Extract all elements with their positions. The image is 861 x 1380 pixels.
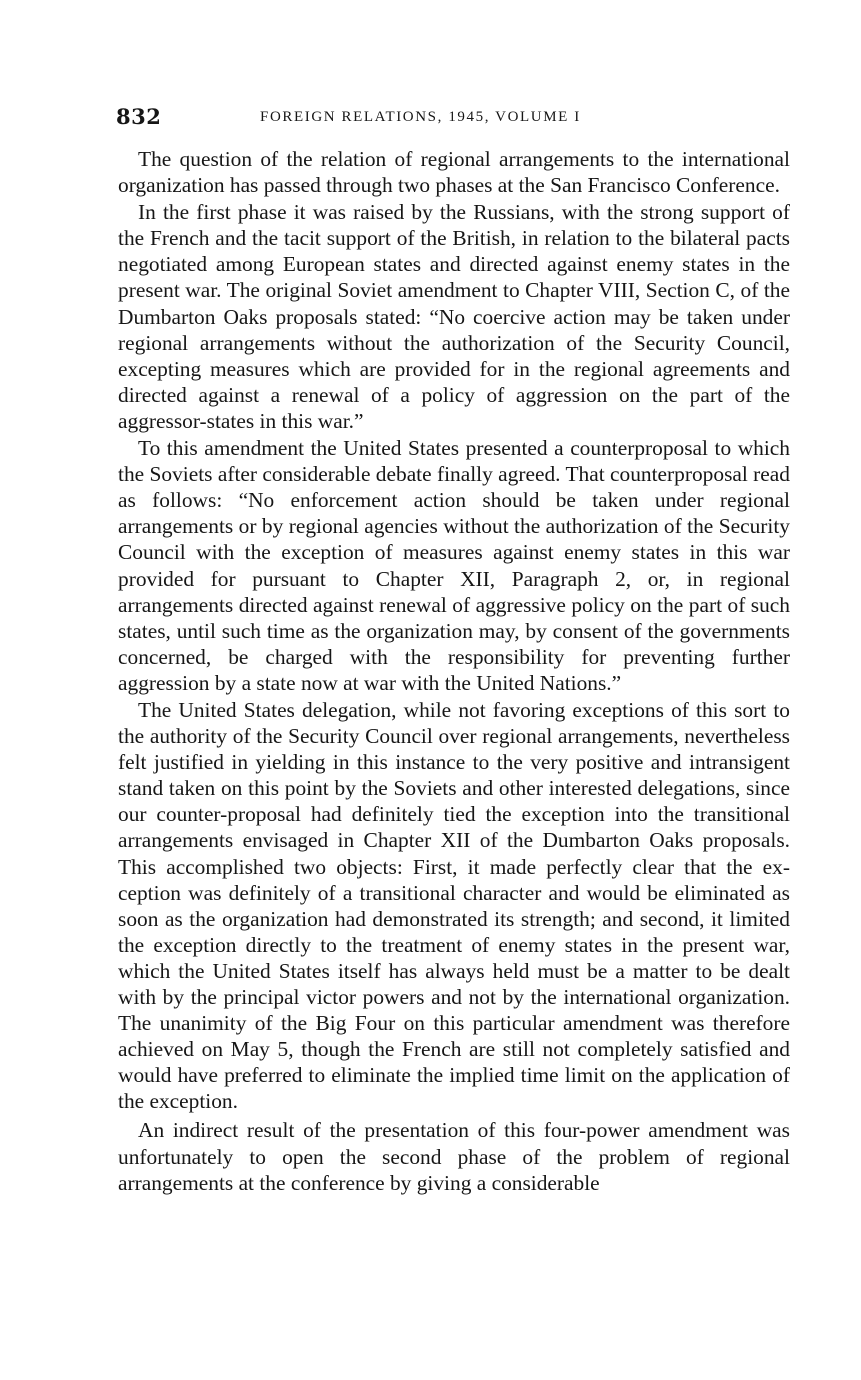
paragraph-regional-arrangements-intro: The question of the relation of regional arrangements to the international organization has passed through two phases at the San Francisco Conference. <box>118 147 790 198</box>
paragraph-first-phase: In the first phase it was raised by the Russians, with the strong support of the French and the tacit support of the British, in relation to the bilateral pacts negotiated among European states and directed against enemy states in the present war. The original Soviet amendment to Chapter VIII, Section C, of the Dumbarton Oaks proposals stated: “No coercive action may be taken under regional arrangements without the authorization of the Security Council, excepting measures which are provided for in the regional agreements and directed against a renewal of a policy of aggression on the part of the aggressor-states in this war.” <box>118 200 790 433</box>
body-text <box>118 146 790 1197</box>
running-head: FOREIGN RELATIONS, 1945, VOLUME I <box>260 109 581 125</box>
page-number: 832 <box>116 104 162 129</box>
page-header <box>116 104 796 136</box>
paragraph-us-delegation-position: The United States delegation, while not favoring exceptions of this sort to the authority of the Security Council over regional arrangements, nevertheless felt justified in yielding in this instance to the very positive and intransigent stand taken on this point by the Soviets and other interested delegations, since our counter-proposal had definitely tied the exception into the transitional arrangements envisaged in Chapter XII of the Dumbarton Oaks proposals. This accomplished two objects: First, it made perfectly clear that the exception was definitely of a transitional character and would be eliminated as soon as the organization had demonstrated its strength; and second, it limited the exception directly to the treatment of enemy states in the present war, which the United States itself has always held must be a matter to be dealt with by the principal victor powers and not by the international organization. The unanimity of the Big Four on this particular amendment was therefore achieved on May 5, though the French are still not completely satisfied and would have preferred to eliminate the implied time limit on the application of the exception. <box>118 697 790 1114</box>
paragraph-us-counterproposal: To this amendment the United States presented a counterproposal to which the Soviets after considerable debate finally agreed. That counterproposal read as follows: “No enforcement action should be taken under regional arrangements or by regional agencies without the authorization of the Security Council with the exception of measures against enemy states in this war provided for pursuant to Chapter XII, Paragraph 2, or, in regional arrangements directed against renewal of aggressive policy on the part of such states, until such time as the organization may, by consent of the governments concerned, be charged with the responsibility for preventing further aggression by a state now at war with the United Nations.” <box>118 436 790 695</box>
paragraph-second-phase: An indirect result of the presentation of this four-power amendment was unfortunately to open the second phase of the problem of regional arrangements at the conference by giving a considerable <box>118 1118 790 1195</box>
